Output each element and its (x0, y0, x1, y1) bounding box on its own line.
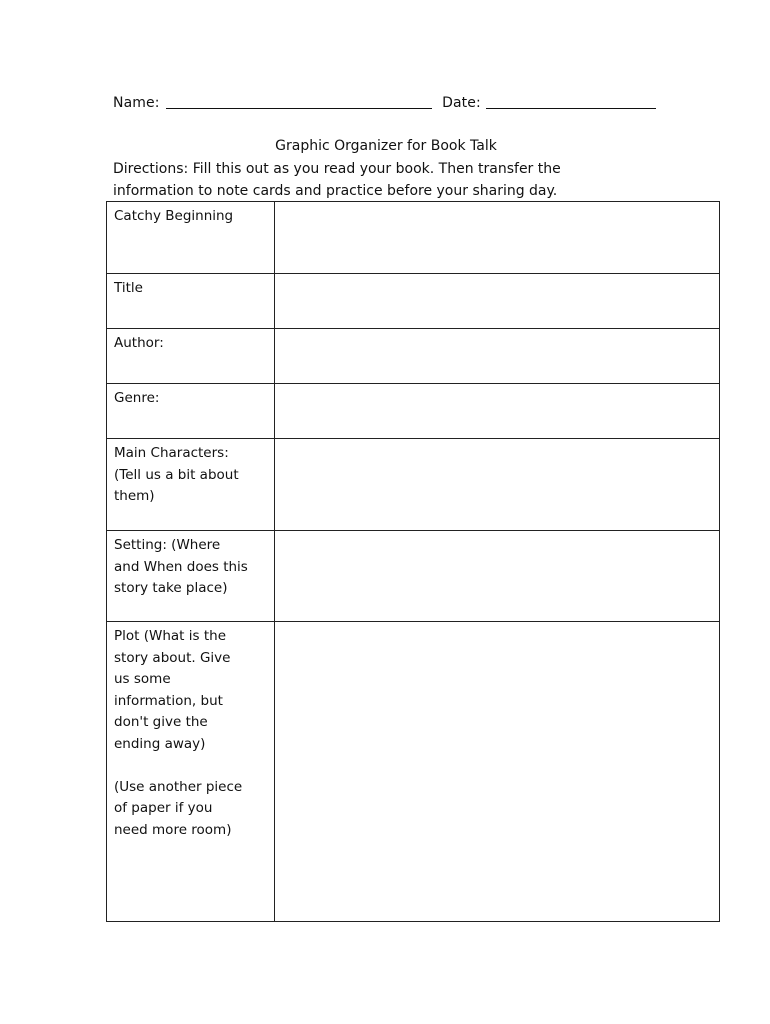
directions-text: Directions: Fill this out as you read your book. Then transfer the information to note cards and practice before your sharing day. (113, 161, 561, 199)
table-row (107, 622, 720, 922)
answer-cell-plot[interactable] (275, 622, 720, 922)
table-row (107, 329, 720, 384)
row-label-author: Author: (107, 329, 275, 384)
row-label-title: Title (107, 274, 275, 329)
row-label-main-characters: Main Characters: (Tell us a bit about them) (107, 439, 275, 531)
organizer-table (106, 201, 720, 922)
row-label-genre: Genre: (107, 384, 275, 439)
page-title: Graphic Organizer for Book Talk (275, 138, 497, 154)
table-row (107, 531, 720, 622)
answer-cell-author[interactable] (275, 329, 720, 384)
name-blank[interactable] (166, 94, 432, 109)
answer-cell-genre[interactable] (275, 384, 720, 439)
table-row (107, 274, 720, 329)
table-row (107, 439, 720, 531)
header-line (113, 94, 656, 111)
row-label-catchy-beginning: Catchy Beginning (107, 202, 275, 274)
table-row (107, 202, 720, 274)
answer-cell-catchy-beginning[interactable] (275, 202, 720, 274)
date-label: Date: (442, 95, 481, 111)
answer-cell-main-characters[interactable] (275, 439, 720, 531)
answer-cell-setting[interactable] (275, 531, 720, 622)
row-label-plot: Plot (What is the story about. Give us some information, but don't give the ending away) (Use another piece of paper if you need more room) (107, 622, 275, 922)
name-label: Name: (113, 95, 160, 111)
date-blank[interactable] (486, 94, 656, 109)
row-label-setting: Setting: (Where and When does this story take place) (107, 531, 275, 622)
table-row (107, 384, 720, 439)
answer-cell-title[interactable] (275, 274, 720, 329)
